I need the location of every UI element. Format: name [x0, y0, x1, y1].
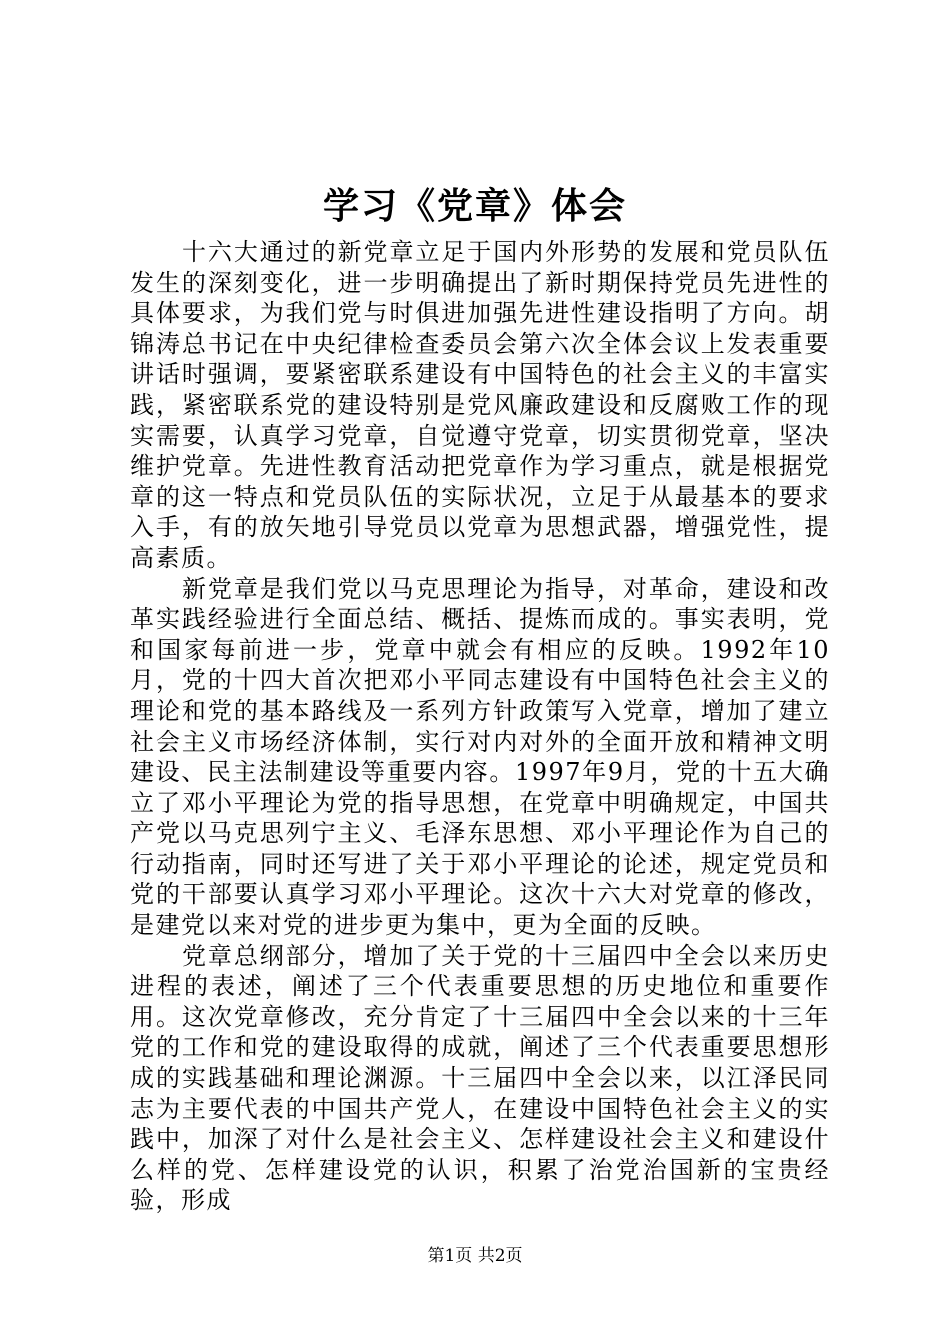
paragraph-3: 党章总纲部分，增加了关于党的十三届四中全会以来历史进程的表述，阐述了三个代表重要思想的历史地位和重要作用。这次党章修改，充分肯定了十三届四中全会以来的十三年党的工作和党的建设取得的成就，阐述了三个代表重要思想形成的实践基础和理论渊源。十三届四中全会以来，以江泽民同志为主要代表的中国共产党人，在建设中国特色社会主义的实践中，加深了对什么是社会主义、怎样建设社会主义和建设什么样的党、怎样建设党的认识，积累了治党治国新的宝贵经验，形成 — [130, 941, 830, 1215]
document-body — [130, 237, 830, 1216]
paragraph-2: 新党章是我们党以马克思理论为指导，对革命，建设和改革实践经验进行全面总结、概括、提炼而成的。事实表明，党和国家每前进一步，党章中就会有相应的反映。1992年10月，党的十四大首次把邓小平同志建设有中国特色社会主义的理论和党的基本路线及一系列方针政策写入党章，增加了建立社会主义市场经济体制，实行对内对外的全面开放和精神文明建设、民主法制建设等重要内容。1997年9月，党的十五大确立了邓小平理论为党的指导思想，在党章中明确规定，中国共产党以马克思列宁主义、毛泽东思想、邓小平理论作为自己的行动指南，同时还写进了关于邓小平理论的论述，规定党员和党的干部要认真学习邓小平理论。这次十六大对党章的修改，是建党以来对党的进步更为集中，更为全面的反映。 — [130, 574, 830, 940]
paragraph-1: 十六大通过的新党章立足于国内外形势的发展和党员队伍发生的深刻变化，进一步明确提出了新时期保持党员先进性的具体要求，为我们党与时俱进加强先进性建设指明了方向。胡锦涛总书记在中央纪律检查委员会第六次全体会议上发表重要讲话时强调，要紧密联系建设有中国特色的社会主义的丰富实践，紧密联系党的建设特别是党风廉政建设和反腐败工作的现实需要，认真学习党章，自觉遵守党章，切实贯彻党章，坚决维护党章。先进性教育活动把党章作为学习重点，就是根据党章的这一特点和党员队伍的实际状况，立足于从最基本的要求入手，有的放矢地引导党员以党章为思想武器，增强党性，提高素质。 — [130, 238, 830, 572]
page-footer: 第1页 共2页 — [427, 1246, 523, 1266]
document-title: 学习《党章》体会 — [322, 185, 627, 227]
